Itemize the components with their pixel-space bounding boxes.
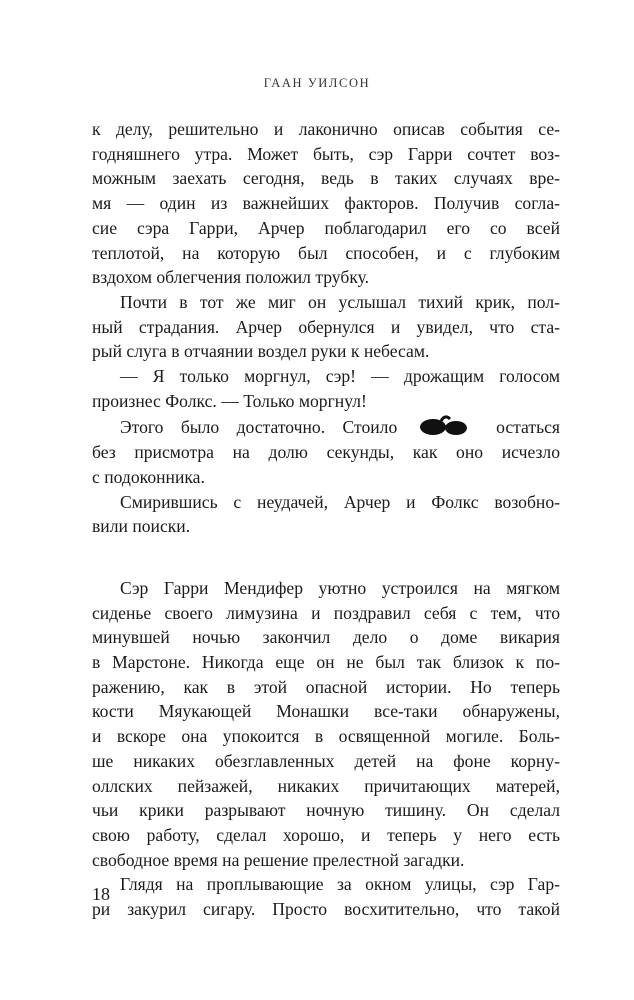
section-break — [92, 539, 560, 576]
text-line: можным заехать сегодня, ведь в таких случаях вре- — [92, 168, 560, 189]
text-line: в Марстоне. Никогда еще он не был так близок к по- — [92, 652, 560, 673]
text-line: ражению, как в этой опасной истории. Но теперь — [92, 676, 560, 697]
text-line: годняшнего утра. Может быть, сэр Гарри сочтет воз- — [92, 143, 560, 164]
text-segment: Этого было достаточно. Стоило — [120, 417, 398, 438]
text-line: сие сэра Гарри, Арчер поблагодарил его со всей — [92, 217, 560, 238]
text-line: сиденье своего лимузина и поздравил себя с тем, что — [92, 602, 560, 623]
text-line-with-illustration — [92, 413, 560, 440]
text-line: Почти в тот же миг он услышал тихий крик, пол- — [120, 291, 560, 312]
text-line: свою работу, сделал хорошо, и теперь у него есть — [92, 824, 560, 845]
text-line: теплотой, на которую был способен, и с глубоким — [92, 242, 560, 263]
text-line: ри закурил сигару. Просто восхитительно, что такой — [92, 899, 560, 920]
text-segment: остаться — [496, 417, 560, 438]
text-line: и вскоре она упокоится в освященной могиле. Боль- — [92, 726, 560, 747]
text-line: оллских пейзажей, никаких причитающих матерей, — [92, 775, 560, 796]
text-line: без присмотра на долю секунды, как оно исчезло — [92, 442, 560, 463]
text-line: чьи крики разрывают ночную тишину. Он сделал — [92, 800, 560, 821]
eyes-illustration-icon — [417, 413, 477, 437]
text-line: ше никаких обезглавленных детей на фоне корну- — [92, 750, 560, 771]
text-line: произнес Фолкс. — Только моргнул! — [92, 390, 367, 411]
text-line: мя — один из важнейших факторов. Получив согла- — [92, 193, 560, 214]
text-line: кости Мяукающей Монашки все-таки обнаружены, — [92, 701, 560, 722]
text-line: к делу, решительно и лаконично описав события се- — [92, 119, 560, 139]
running-head: ГААН УИЛСОН — [263, 76, 371, 90]
text-line: Сэр Гарри Мендифер уютно устроился на мягком — [120, 577, 560, 598]
page-number: 18 — [92, 884, 110, 904]
text-line: вили поиски. — [92, 516, 191, 537]
text-line: Глядя на проплывающие за окном улицы, сэр Гар- — [120, 874, 560, 895]
text-line: свободное время на решение прелестной загадки. — [92, 849, 465, 870]
body-text — [92, 117, 560, 922]
text-line: вздохом облегчения положил трубку. — [92, 267, 370, 288]
text-line: — Я только моргнул, сэр! — дрожащим голосом — [120, 366, 560, 387]
text-line: минувшей ночью закончил дело о доме викария — [92, 627, 560, 648]
text-line: ный страдания. Арчер обернулся и увидел, что ста- — [92, 316, 560, 337]
text-line: рый слуга в отчаянии воздел руки к небесам. — [92, 341, 430, 362]
text-line: Смирившись с неудачей, Арчер и Фолкс возобно- — [120, 491, 560, 512]
text-line: с подоконника. — [92, 466, 205, 487]
